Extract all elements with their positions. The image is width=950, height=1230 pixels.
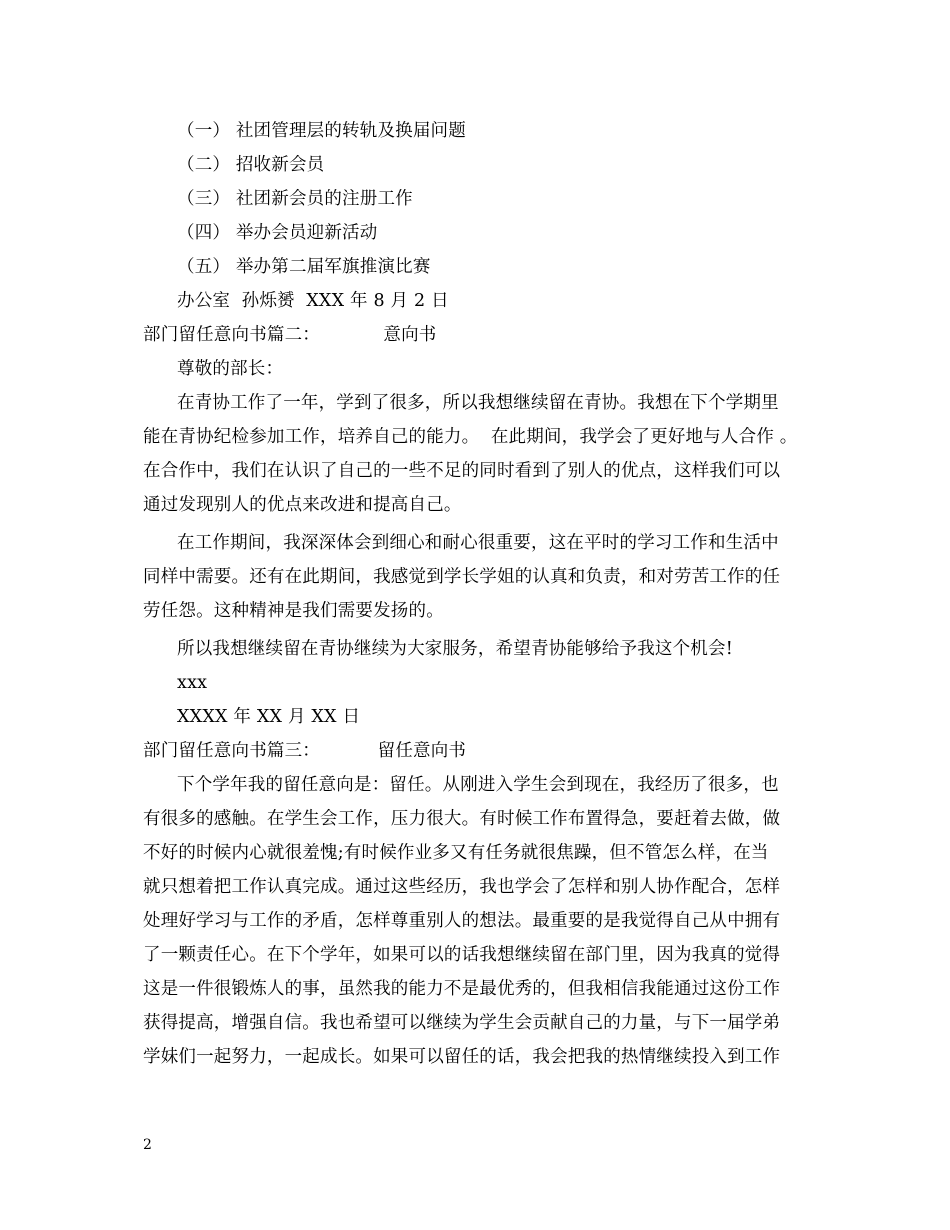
para4-line-6: 了一颗责任心。在下个学年，如果可以的话我想继续留在部门里，因为我真的觉得	[143, 945, 781, 965]
para4-line-9: 学妹们一起努力，一起成长。如果可以留任的话，我会把我的热情继续投入到工作	[143, 1047, 781, 1067]
signature-name: xxx	[177, 673, 208, 693]
item-4: （四） 举办会员迎新活动	[177, 223, 378, 243]
signature-office: 办公室 孙烁赟 XXX 年 8 月 2 日	[177, 291, 449, 311]
para1-line-1: 在青协工作了一年，学到了很多，所以我想继续留在青协。我想在下个学期里	[177, 393, 779, 413]
page-number: 2	[143, 1137, 152, 1153]
para4-line-7: 这是一件很锻炼人的事，虽然我的能力不是最优秀的，但我相信我能通过这份工作	[143, 979, 781, 999]
item-1: （一） 社团管理层的转轨及换届问题	[177, 121, 466, 141]
para2-line-2: 同样中需要。还有在此期间，我感觉到学长学姐的认真和负责，和对劳苦工作的任	[143, 567, 781, 587]
signature-date: XXXX 年 XX 月 XX 日	[177, 707, 361, 727]
para4-line-5: 处理好学习与工作的矛盾，怎样尊重别人的想法。最重要的是我觉得自己从中拥有	[143, 911, 781, 931]
section-3-title: 部门留任意向书篇三： 留任意向书	[143, 741, 467, 761]
para4-line-4: 就只想着把工作认真完成。通过这些经历，我也学会了怎样和别人协作配合，怎样	[143, 877, 781, 897]
greeting: 尊敬的部长：	[177, 359, 284, 379]
para4-line-2: 有很多的感触。在学生会工作，压力很大。有时候工作布置得急，要赶着去做，做	[143, 809, 781, 829]
para2-line-1: 在工作期间，我深深体会到细心和耐心很重要，这在平时的学习工作和生活中	[177, 533, 779, 553]
item-3: （三） 社团新会员的注册工作	[177, 189, 413, 209]
para1-line-3: 在合作中，我们在认识了自己的一些不足的同时看到了别人的优点，这样我们可以	[143, 461, 781, 481]
para3: 所以我想继续留在青协继续为大家服务，希望青协能够给予我这个机会!	[177, 639, 733, 659]
para1-line-4: 通过发现别人的优点来改进和提高自己。	[143, 495, 462, 515]
section-2-title: 部门留任意向书篇二： 意向书	[143, 325, 437, 345]
item-5: （五） 举办第二届军旗推演比赛	[177, 257, 431, 277]
para1-line-2: 能在青协纪检参加工作，培养自己的能力。 在此期间，我学会了更好地与人合作 。	[143, 427, 798, 447]
item-2: （二） 招收新会员	[177, 155, 325, 175]
para4-line-1: 下个学年我的留任意向是：留任。从刚进入学生会到现在，我经历了很多，也	[177, 775, 779, 795]
para2-line-3: 劳任怨。这种精神是我们需要发扬的。	[143, 601, 444, 621]
para4-line-3: 不好的时候内心就很羞愧;有时候作业多又有任务就很焦躁，但不管怎么样，在当	[143, 843, 769, 863]
para4-line-8: 获得提高，增强自信。我也希望可以继续为学生会贡献自己的力量，与下一届学弟	[143, 1013, 781, 1033]
